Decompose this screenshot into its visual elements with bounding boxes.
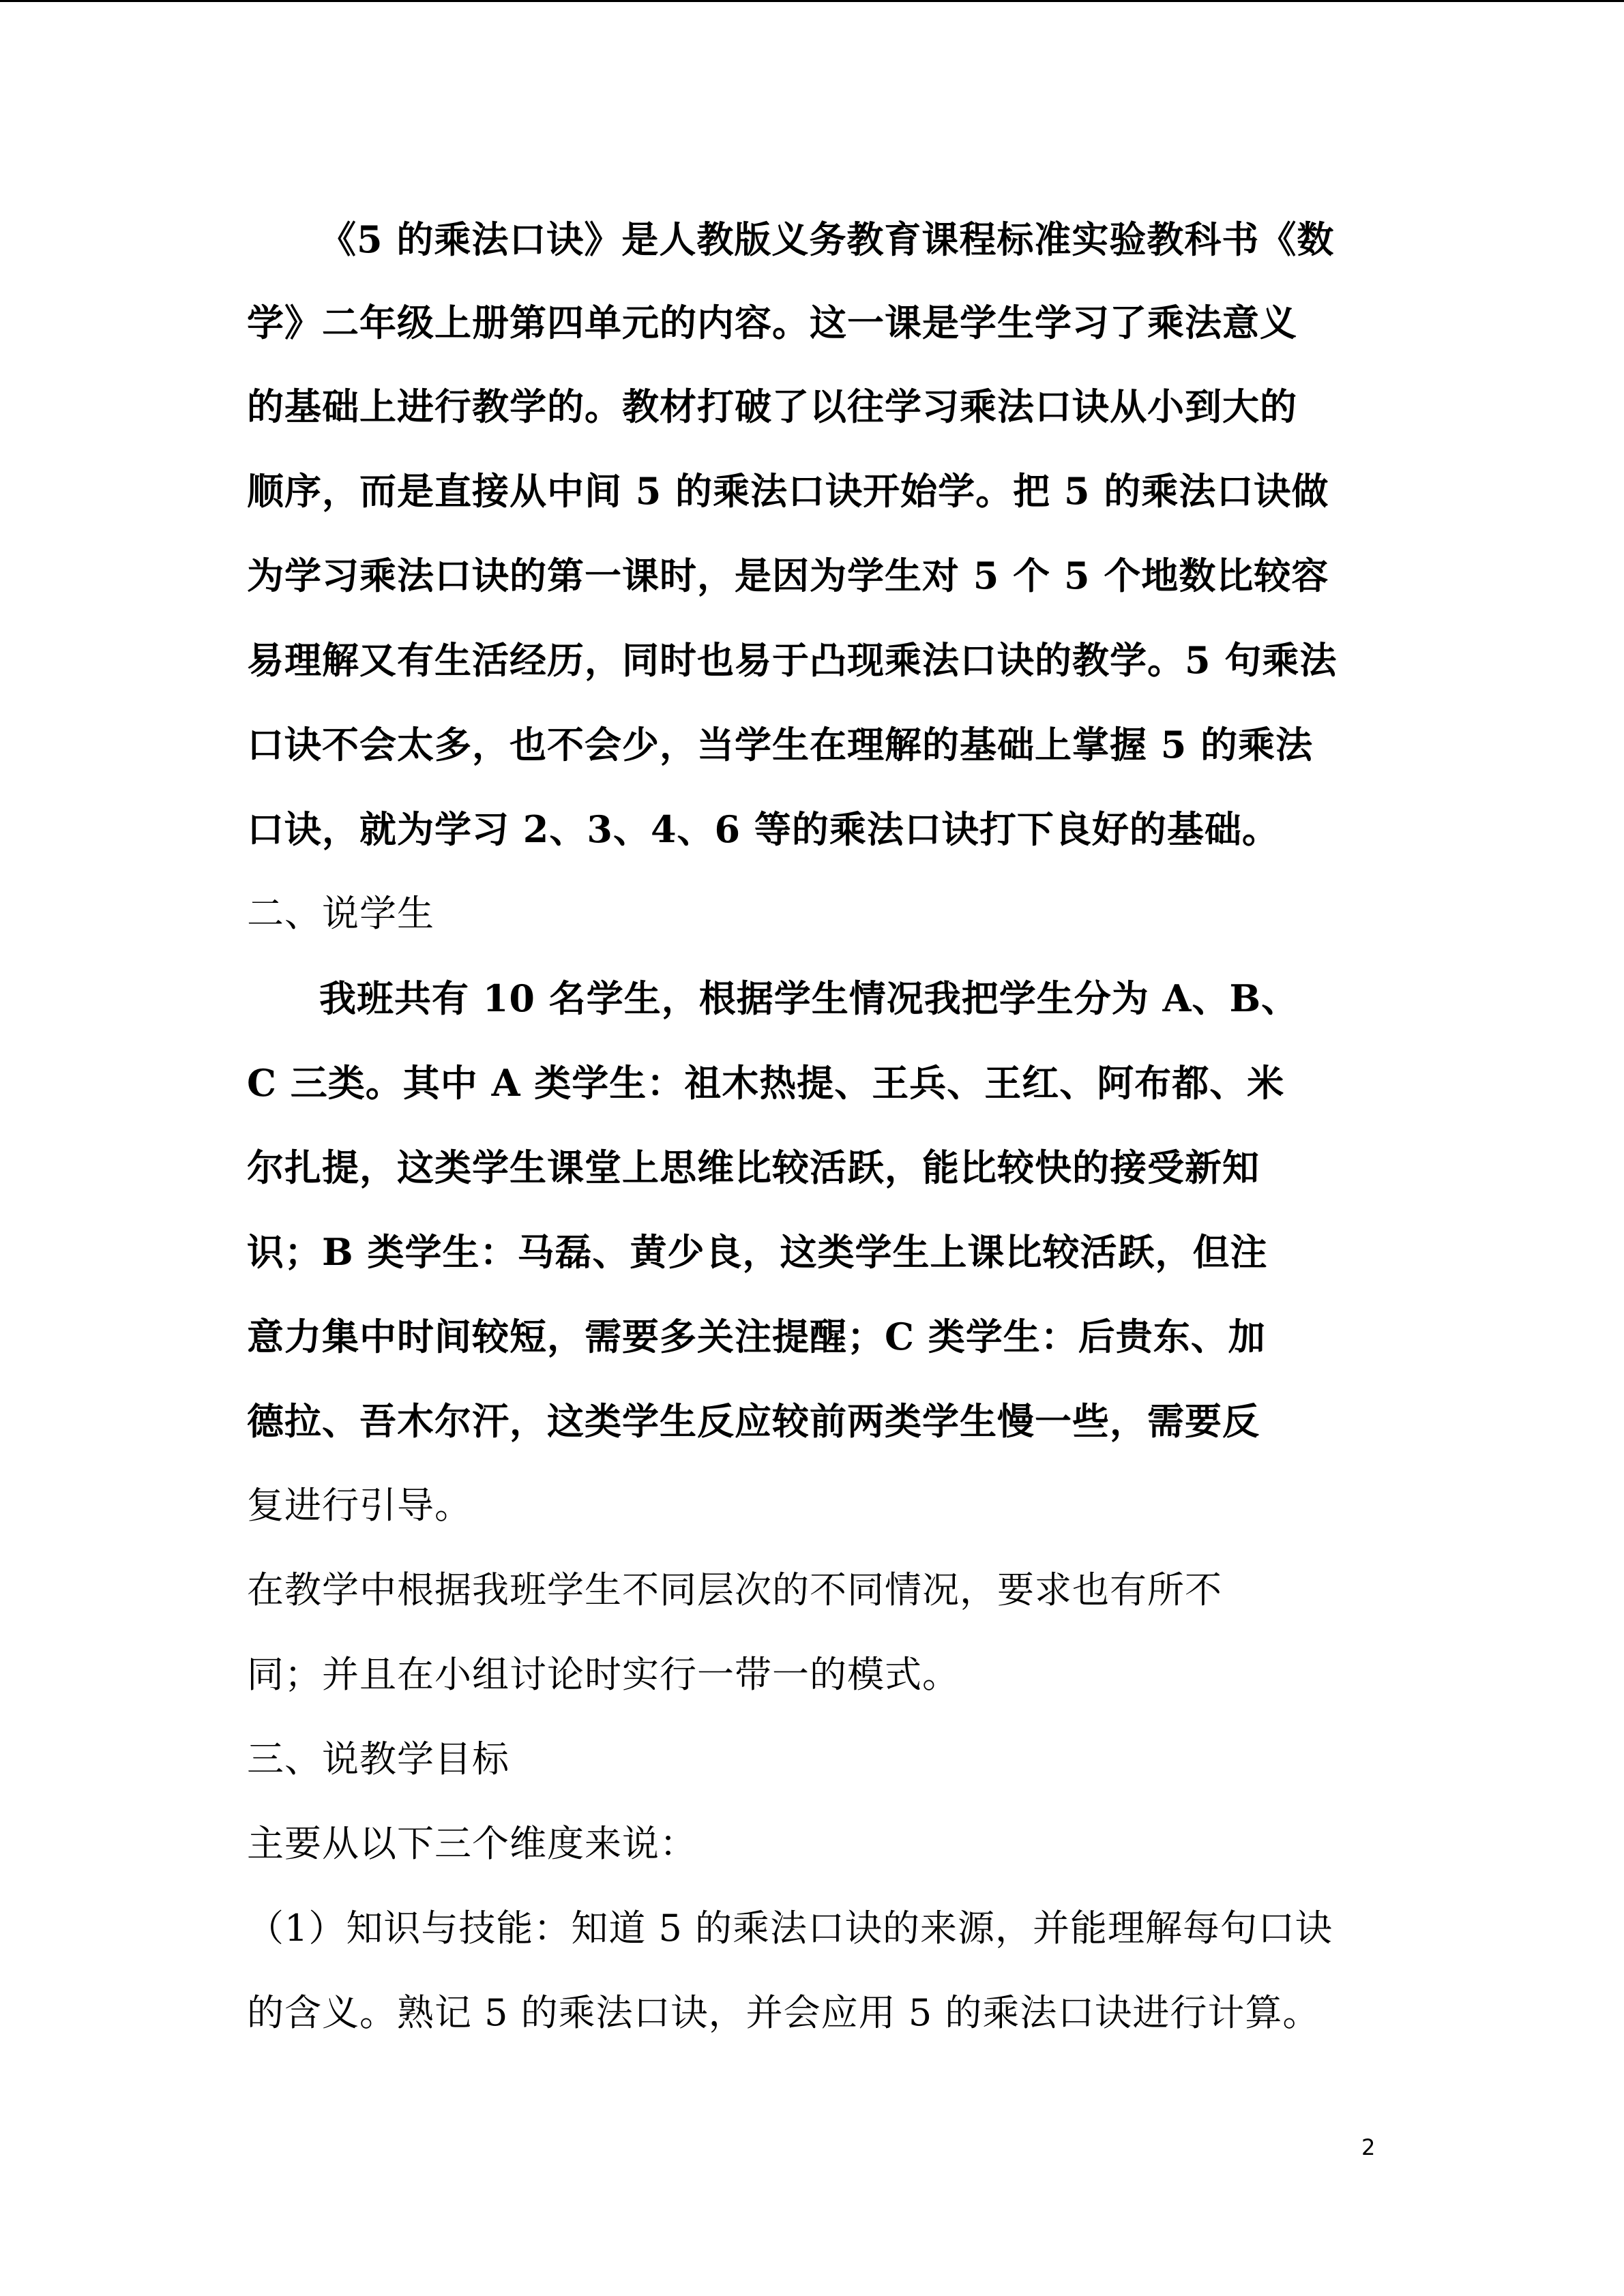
page-number: 2 bbox=[1361, 2134, 1376, 2160]
text-line: 同；并且在小组讨论时实行一带一的模式。 bbox=[247, 1653, 960, 1696]
section-heading-objectives: 三、说教学目标 bbox=[247, 1738, 510, 1780]
text-line: 口诀不会太多，也不会少，当学生在理解的基础上掌握 5 的乘法 bbox=[247, 723, 1314, 766]
text-line: 易理解又有生活经历，同时也易于凸现乘法口诀的教学。5 句乘法 bbox=[247, 638, 1338, 682]
text-line: 复进行引导。 bbox=[247, 1484, 472, 1527]
text-line: 我班共有 10 名学生，根据学生情况我把学生分为 A、B、 bbox=[319, 976, 1299, 1020]
text-line: 的基础上进行教学的。教材打破了以往学习乘法口诀从小到大的 bbox=[247, 385, 1297, 428]
text-line: 学》二年级上册第四单元的内容。这一课是学生学习了乘法意义 bbox=[247, 301, 1297, 344]
text-line: 的含义。熟记 5 的乘法口诀，并会应用 5 的乘法口诀进行计算。 bbox=[247, 1991, 1320, 2034]
text-line: 尔扎提，这类学生课堂上思维比较活跃，能比较快的接受新知 bbox=[247, 1146, 1260, 1189]
text-line: 《5 的乘法口诀》是人教版义务教育课程标准实验教科书《数 bbox=[319, 218, 1335, 261]
text-line: 德拉、吾木尔汗，这类学生反应较前两类学生慢一些，需要反 bbox=[247, 1399, 1260, 1443]
text-line: 顺序，而是直接从中间 5 的乘法口诀开始学。把 5 的乘法口诀做 bbox=[247, 469, 1329, 513]
text-line: 识；B 类学生：马磊、黄少良，这类学生上课比较活跃，但注 bbox=[247, 1230, 1268, 1274]
paragraph-dimensions-intro: 主要从以下三个维度来说： bbox=[247, 1822, 697, 1865]
text-line: 口诀，就为学习 2、3、4、6 等的乘法口诀打下良好的基础。 bbox=[247, 807, 1280, 851]
text-line: C 三类。其中 A 类学生：祖木热提、王兵、王红、阿布都、米 bbox=[247, 1061, 1285, 1105]
section-heading-students: 二、说学生 bbox=[247, 892, 434, 935]
page-top-border bbox=[0, 0, 1624, 2]
text-line: 在教学中根据我班学生不同层次的不同情况，要求也有所不 bbox=[247, 1568, 1222, 1611]
text-line: 意力集中时间较短，需要多关注提醒；C 类学生：后贵东、加 bbox=[247, 1315, 1266, 1358]
text-line: 为学习乘法口诀的第一课时，是因为学生对 5 个 5 个地数比较容 bbox=[247, 554, 1329, 597]
text-line: （1）知识与技能：知道 5 的乘法口诀的来源，并能理解每句口诀 bbox=[247, 1907, 1333, 1950]
